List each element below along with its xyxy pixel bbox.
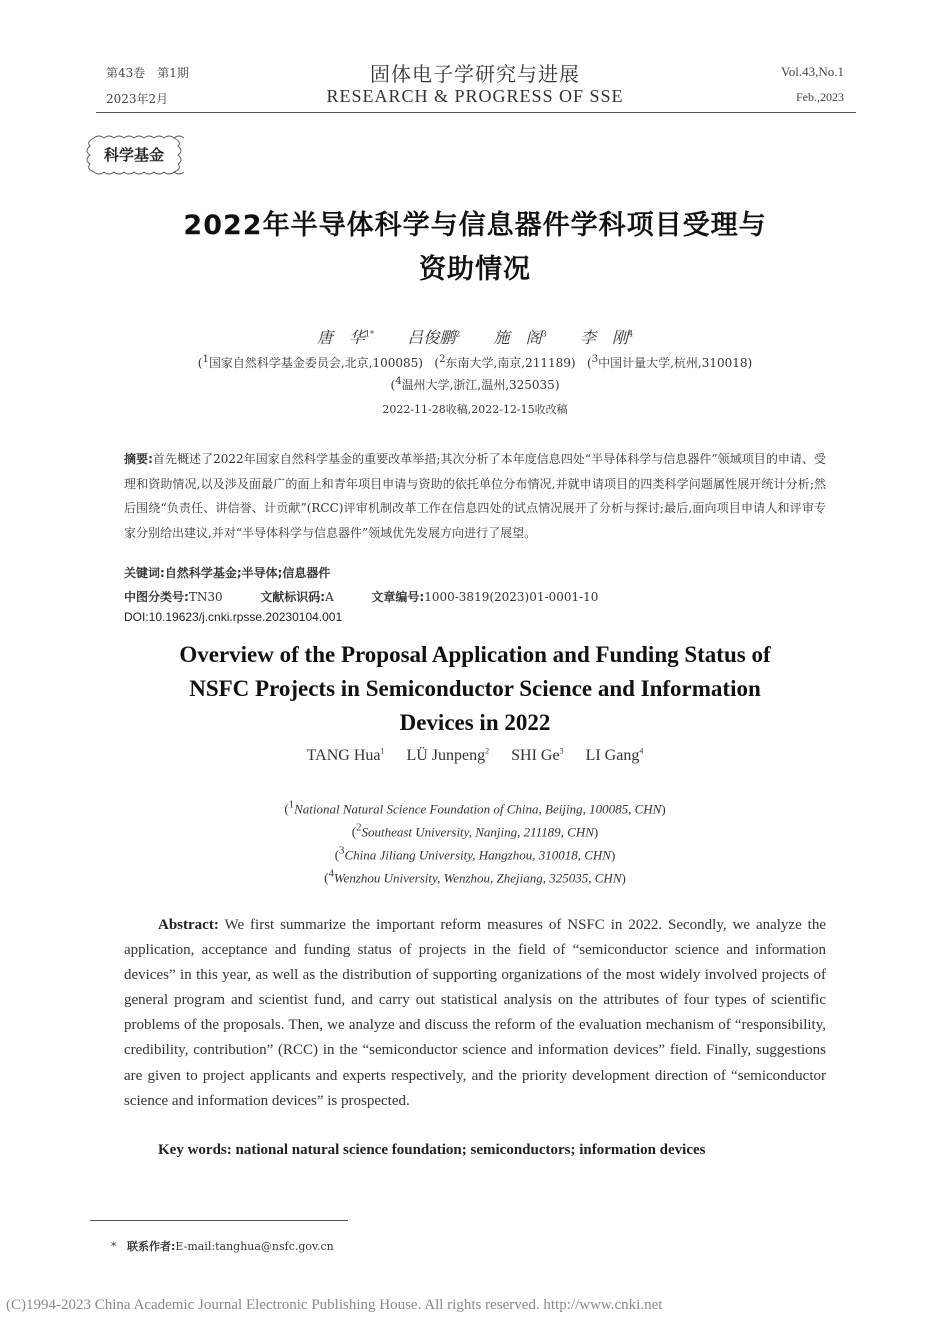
section-badge: 科学基金 [103, 146, 164, 164]
abstract-cn-label: 摘要: [124, 452, 153, 466]
abstract-en [124, 913, 826, 1114]
title-en-line-3: Devices in 2022 [399, 710, 551, 735]
affiliation-en-line-2: ($^2$Southeast University, Nanjing, 211189, CHN) [351, 822, 599, 840]
footnote [111, 1238, 334, 1254]
keywords-en [158, 1142, 706, 1159]
doc-code-label: 文献标识码: [260, 590, 326, 604]
author-en: LI Gang$^4$ [585, 747, 644, 765]
footnote-divider [90, 1220, 348, 1221]
journal-title-cn: 固体电子学研究与进展 [370, 62, 580, 86]
received-dates: 2022-11-28收稿,2022-12-15收改稿 [382, 403, 568, 416]
header-date-cn: 2023年2月 [106, 92, 169, 106]
affiliations-cn-line-1: ($^1$国家自然科学基金委员会,北京,100085) ($^2$东南大学,南京,211189) ($^3$中国计量大学,杭州,310018) [197, 354, 753, 370]
header-volume-cn: 第43卷 第1期 [106, 66, 189, 80]
affiliation-en-line-4: ($^4$Wenzhou University, Wenzhou, Zhejiang, 325035, CHN) [324, 868, 626, 886]
affiliation-en-4: Wenzhou University, Wenzhou, Zhejiang, 325035, CHN [333, 870, 622, 886]
title-cn-line-2: 资助情况 [419, 254, 531, 285]
author-en: TANG Hua$^1$ [306, 747, 385, 765]
doc-code-value: A [325, 590, 334, 604]
classification-line [124, 588, 598, 605]
title-en-line-2: NSFC Projects in Semiconductor Science and Information [189, 676, 761, 701]
affiliation-en-line-3: ($^3$China Jiliang University, Hangzhou, 310018, CHN) [334, 845, 616, 863]
footnote-label: 联系作者: [127, 1240, 176, 1253]
header-date-en: Feb.,2023 [796, 90, 844, 104]
header-volume-en: Vol.43,No.1 [781, 64, 844, 79]
article-title-en [0, 638, 950, 740]
keywords-cn-label: 关键词: [124, 566, 165, 580]
footnote-mark: * [111, 1240, 117, 1253]
abstract-en-label: Abstract: [158, 917, 219, 933]
copyright-line: (C)1994-2023 China Academic Journal Electronic Publishing House. All rights reserved. http://www.cnki.net [6, 1297, 663, 1313]
affiliation-en-1: National Natural Science Foundation of China, Beijing, 100085, CHN [294, 801, 662, 817]
title-cn-line-1: 2022年半导体科学与信息器件学科项目受理与 [183, 210, 767, 241]
journal-title-en: RESEARCH & PROGRESS OF SSE [326, 86, 624, 106]
authors-cn [0, 325, 950, 348]
authors-en [0, 747, 950, 765]
abstract-en-text: We first summarize the important reform measures of NSFC in 2022. Secondly, we analyze the application, acceptance and funding status of projects in the field of “semiconductor science and information devices” in this year, as well as the distribution of supporting organizations of the most widely involved projects of general program and scientist fund, and carry out statistical analysis on the attributes of four types of scientific problems of the proposals. Then, we analyze and discuss the reform of the evaluation mechanism of “responsibility, credibility, contribution” (RCC) in the “semiconductor science and information devices” field. Finally, suggestions are given to project applicants and experts respectively, and the priority development direction of “semiconductor science and information devices” is prospected. [124, 917, 826, 1109]
author-cn: 吕俊鹏$^2$ [407, 328, 461, 347]
author-cn: 李 刚$^4$ [580, 328, 634, 347]
author-cn: 唐 华$^{1*}$ [316, 328, 374, 347]
clc-value: TN30 [188, 590, 223, 604]
author-en: SHI Ge$^3$ [511, 747, 564, 765]
affiliation-cn-1: 国家自然科学基金委员会,北京,100085) [208, 356, 423, 370]
affiliation-cn-2: 东南大学,南京,211189) [445, 356, 576, 370]
clc-label: 中图分类号: [124, 590, 189, 604]
abstract-cn [124, 447, 826, 545]
article-number-label: 文章编号: [371, 590, 425, 604]
footnote-email[interactable]: E-mail:tanghua@nsfc.gov.cn [175, 1240, 334, 1253]
affiliation-en-3: China Jiliang University, Hangzhou, 310018, CHN [344, 847, 611, 863]
affiliation-cn-3: 中国计量大学,杭州,310018) [598, 356, 753, 370]
article-number-value: 1000-3819(2023)01-0001-10 [424, 590, 599, 604]
affiliation-cn-4: 温州大学,浙江,温州,325035) [401, 378, 560, 392]
affiliations-cn-line-2: ($^4$温州大学,浙江,温州,325035) [390, 376, 560, 392]
doi[interactable]: DOI:10.19623/j.cnki.rpsse.20230104.001 [124, 610, 343, 624]
keywords-en-text: national natural science foundation; semiconductors; information devices [235, 1142, 706, 1158]
header-divider [96, 112, 856, 113]
title-en-line-1: Overview of the Proposal Application and Funding Status of [179, 642, 771, 667]
article-title-cn [0, 204, 950, 292]
keywords-cn [124, 564, 330, 581]
abstract-cn-text: 首先概述了2022年国家自然科学基金的重要改革举措;其次分析了本年度信息四处“半导体科学与信息器件”领域项目的申请、受理和资助情况,以及涉及面最广的面上和青年项目申请与资助的依托单位分布情况,并就申请项目的四类科学问题属性展开统计分析;然后围绕“负责任、讲信誉、计贡献”(RCC)评审机制改革工作在信息四处的试点情况展开了分析与探讨;最后,面向项目申请人和评审专家分别给出建议,并对“半导体科学与信息器件”领域优先发展方向进行了展望。 [124, 452, 826, 540]
author-en: LÜ Junpeng$^2$ [406, 747, 490, 765]
keywords-cn-text: 自然科学基金;半导体;信息器件 [164, 566, 331, 580]
affiliation-en-line-1: ($^1$National Natural Science Foundation of China, Beijing, 100085, CHN) [284, 799, 666, 817]
affiliation-en-2: Southeast University, Nanjing, 211189, CHN [361, 824, 594, 840]
keywords-en-label: Key words: [158, 1142, 232, 1158]
author-cn: 施 阁$^3$ [493, 328, 547, 347]
